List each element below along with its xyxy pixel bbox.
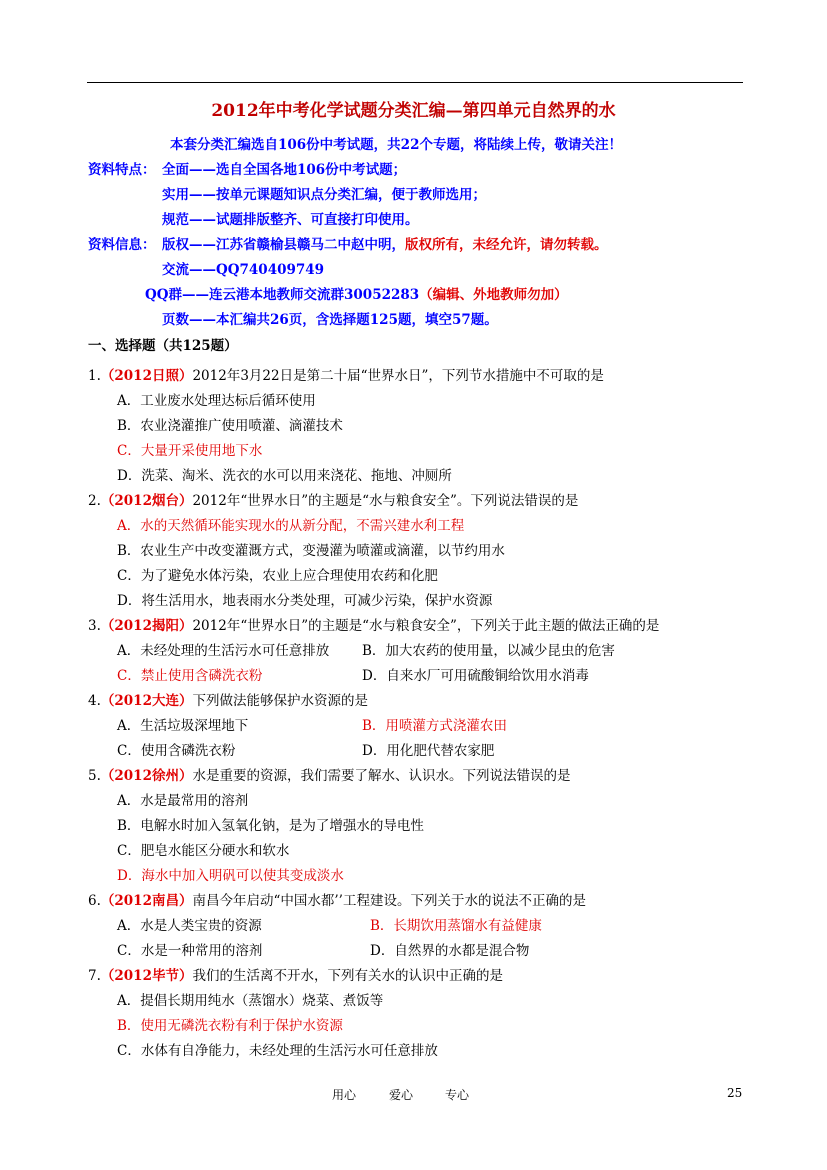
footer-motto-3: 专心 <box>445 1088 470 1102</box>
qq-group-text: QQ群——连云港本地教师交流群30052283 <box>145 287 420 303</box>
feature-line: 实用——按单元课题知识点分类汇编，便于教师选用； <box>162 187 486 203</box>
question-2-option-c: C．为了避免水体污染，农业上应合理使用农药和化肥 <box>117 568 438 584</box>
question-6-option-c: C．水是一种常用的溶剂 <box>117 943 263 959</box>
question-7-option-b-answer: B．使用无磷洗衣粉有利于保护水资源 <box>117 1018 343 1034</box>
question-5-option-b: B．电解水时加入氢氧化钠，是为了增强水的导电性 <box>117 818 424 834</box>
copyright-line <box>162 236 608 254</box>
question-4-stem: 4.（2012大连）下列做法能够保护水资源的是 <box>88 693 368 709</box>
question-6-option-b-answer: B．长期饮用蒸馏水有益健康 <box>370 918 542 934</box>
footer-motto-1: 用心 <box>332 1088 357 1102</box>
feature-line: 规范——试题排版整齐、可直接打印使用。 <box>162 212 419 228</box>
question-1-option-d: D．洗菜、淘米、洗衣的水可以用来浇花、拖地、冲厕所 <box>117 468 452 484</box>
question-3-stem: 3.（2012揭阳）2012年“世界水日”的主题是“水与粮食安全”，下列关于此主题的做法正确的是 <box>88 618 660 634</box>
question-2-option-a-answer: A．水的天然循环能实现水的从新分配，不需兴建水利工程 <box>117 518 465 534</box>
intro-line: 本套分类汇编选自106份中考试题，共22个专题，将陆续上传，敬请关注！ <box>170 137 622 153</box>
question-5-option-c: C．肥皂水能区分硬水和软水 <box>117 843 290 859</box>
question-1-option-a: A．工业废水处理达标后循环使用 <box>117 393 316 409</box>
question-2-stem: 2.（2012烟台）2012年“世界水日”的主题是“水与粮食安全”。下列说法错误的是 <box>88 493 579 509</box>
document-title: 2012年中考化学试题分类汇编—第四单元自然界的水 <box>211 101 616 121</box>
contact-line: 交流——QQ740409749 <box>162 262 325 278</box>
feature-line: 全面——选自全国各地106份中考试题； <box>162 162 407 178</box>
copyright-owner: 版权——江苏省赣榆县赣马二中赵中明， <box>162 237 405 253</box>
question-4-option-b-answer: B．用喷灌方式浇灌农田 <box>362 718 507 734</box>
question-4-option-a: A．生活垃圾深埋地下 <box>117 718 249 734</box>
question-1-option-c-answer: C．大量开采使用地下水 <box>117 443 263 459</box>
question-7-stem: 7.（2012毕节）我们的生活离不开水，下列有关水的认识中正确的是 <box>88 968 503 984</box>
question-1-option-b: B．农业浇灌推广使用喷灌、滴灌技术 <box>117 418 343 434</box>
features-label: 资料特点： <box>88 162 156 178</box>
info-label: 资料信息： <box>88 237 156 253</box>
page-number: 25 <box>727 1086 743 1100</box>
question-2-option-b: B．农业生产中改变灌溉方式，变漫灌为喷灌或滴灌，以节约用水 <box>117 543 505 559</box>
footer-motto-2: 爱心 <box>389 1088 414 1102</box>
question-5-stem: 5.（2012徐州）水是重要的资源，我们需要了解水、认识水。下列说法错误的是 <box>88 768 571 784</box>
question-3-option-b: B．加大农药的使用量，以减少昆虫的危害 <box>362 643 615 659</box>
qq-group-line <box>145 286 568 304</box>
question-4-option-c: C．使用含磷洗衣粉 <box>117 743 236 759</box>
question-6-option-d: D．自然界的水都是混合物 <box>370 943 530 959</box>
question-3-option-a: A．未经处理的生活污水可任意排放 <box>117 643 330 659</box>
question-5-option-d-answer: D．海水中加入明矾可以使其变成淡水 <box>117 868 344 884</box>
header-rule <box>87 82 743 83</box>
qq-group-note: （编辑、外地教师勿加） <box>419 287 568 303</box>
copyright-notice: 版权所有，未经允许，请勿转载。 <box>405 237 608 253</box>
question-3-option-c-answer: C．禁止使用含磷洗衣粉 <box>117 668 263 684</box>
question-5-option-a: A．水是最常用的溶剂 <box>117 793 249 809</box>
question-6-option-a: A．水是人类宝贵的资源 <box>117 918 262 934</box>
question-4-option-d: D．用化肥代替农家肥 <box>362 743 495 759</box>
pages-line: 页数——本汇编共26页，含选择题125题，填空57题。 <box>162 312 498 328</box>
question-2-option-d: D．将生活用水，地表雨水分类处理，可减少污染，保护水资源 <box>117 593 493 609</box>
question-7-option-a: A．提倡长期用纯水（蒸馏水）烧菜、煮饭等 <box>117 993 384 1009</box>
question-6-stem: 6.（2012南昌）南昌今年启动“中国水都’’工程建设。下列关于水的说法不正确的是 <box>88 893 586 909</box>
section-heading: 一、选择题（共125题） <box>88 338 238 354</box>
question-3-option-d: D．自来水厂可用硫酸铜给饮用水消毒 <box>362 668 589 684</box>
question-7-option-c: C．水体有自净能力，未经处理的生活污水可任意排放 <box>117 1043 438 1059</box>
question-1-stem: 1.（2012日照）2012年3月22日是第二十届“世界水日”，下列节水措施中不可取的是 <box>88 368 604 384</box>
